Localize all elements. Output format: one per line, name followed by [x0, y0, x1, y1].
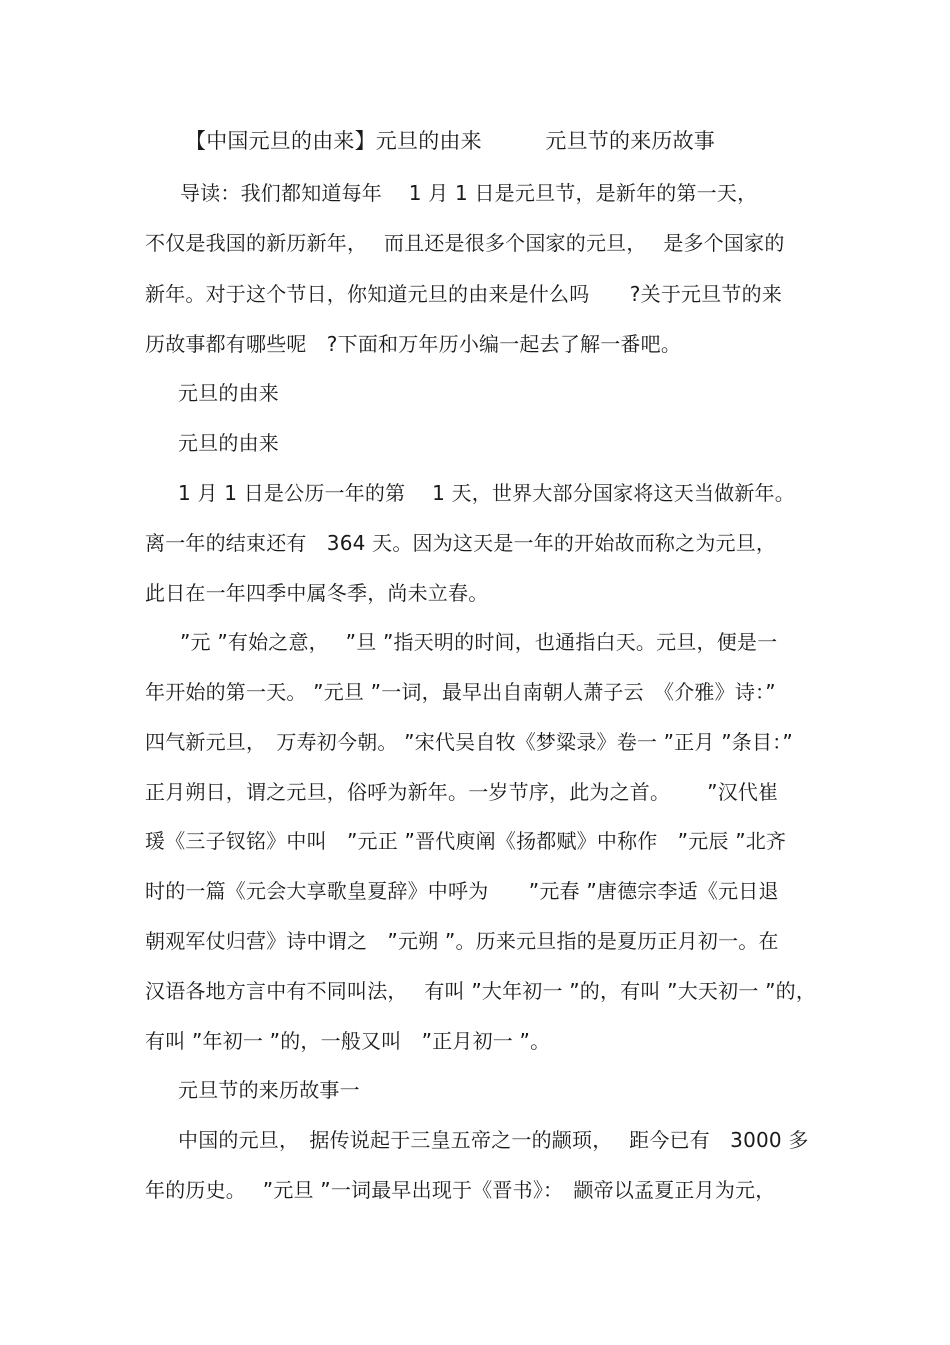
paragraph-line: 年开始的第一天。 ”元旦 ”一词，最早出自南朝人萧子云 《介雅》诗：”	[145, 680, 776, 704]
document-title: 【中国元旦的由来】元旦的由来 元旦节的来历故事	[185, 129, 715, 153]
paragraph-line: 中国的元旦， 据传说起于三皇五帝之一的颛顼， 距今已有 3000 多	[178, 1128, 809, 1152]
paragraph-line: 汉语各地方言中有不同叫法， 有叫 ”大年初一 ”的，有叫 ”大天初一 ”的，	[145, 979, 817, 1003]
paragraph-line: 朝观军仗归营》诗中谓之 ”元朔 ”。历来元旦指的是夏历正月初一。在	[145, 929, 779, 953]
intro-line: 新年。对于这个节日，你知道元旦的由来是什么吗 ?关于元旦节的来	[145, 282, 783, 306]
section-heading: 元旦节的来历故事一	[178, 1078, 360, 1102]
intro-line: 历故事都有哪些呢 ?下面和万年历小编一起去了解一番吧。	[145, 332, 682, 356]
paragraph-line: 时的一篇《元会大享歌皇夏辞》中呼为 ”元春 ”唐德宗李适《元日退	[145, 879, 779, 903]
intro-line: 不仅是我国的新历新年， 而且还是很多个国家的元旦， 是多个国家的	[145, 231, 785, 255]
paragraph-line: 离一年的结束还有 364 天。因为这天是一年的开始故而称之为元旦，	[145, 531, 777, 555]
paragraph-line: 四气新元旦， 万寿初今朝。 ”宋代吴自牧《梦粱录》卷一 ”正月 ”条目：”	[145, 730, 793, 754]
section-subheading: 元旦的由来	[178, 431, 279, 455]
intro-line: 导读：我们都知道每年 1 月 1 日是元旦节，是新年的第一天，	[180, 181, 758, 205]
section-heading: 元旦的由来	[178, 381, 279, 405]
paragraph-line: ”元 ”有始之意， ”旦 ”指天明的时间，也通指白天。元旦，便是一	[180, 630, 778, 654]
paragraph-line: 1 月 1 日是公历一年的第 1 天，世界大部分国家将这天当做新年。	[178, 481, 795, 505]
paragraph-line: 正月朔日，谓之元旦，俗呼为新年。一岁节序，此为之首。 ”汉代崔	[145, 780, 779, 804]
paragraph-line: 此日在一年四季中属冬季，尚未立春。	[145, 581, 489, 605]
paragraph-line: 年的历史。 ”元旦 ”一词最早出现于《晋书》： 颛帝以孟夏正月为元，	[145, 1178, 776, 1202]
paragraph-line: 瑗《三子钗铭》中叫 ”元正 ”晋代庾阐《扬都赋》中称作 ”元辰 ”北齐	[145, 829, 787, 853]
paragraph-line: 有叫 ”年初一 ”的，一般又叫 ”正月初一 ”。	[145, 1029, 551, 1053]
